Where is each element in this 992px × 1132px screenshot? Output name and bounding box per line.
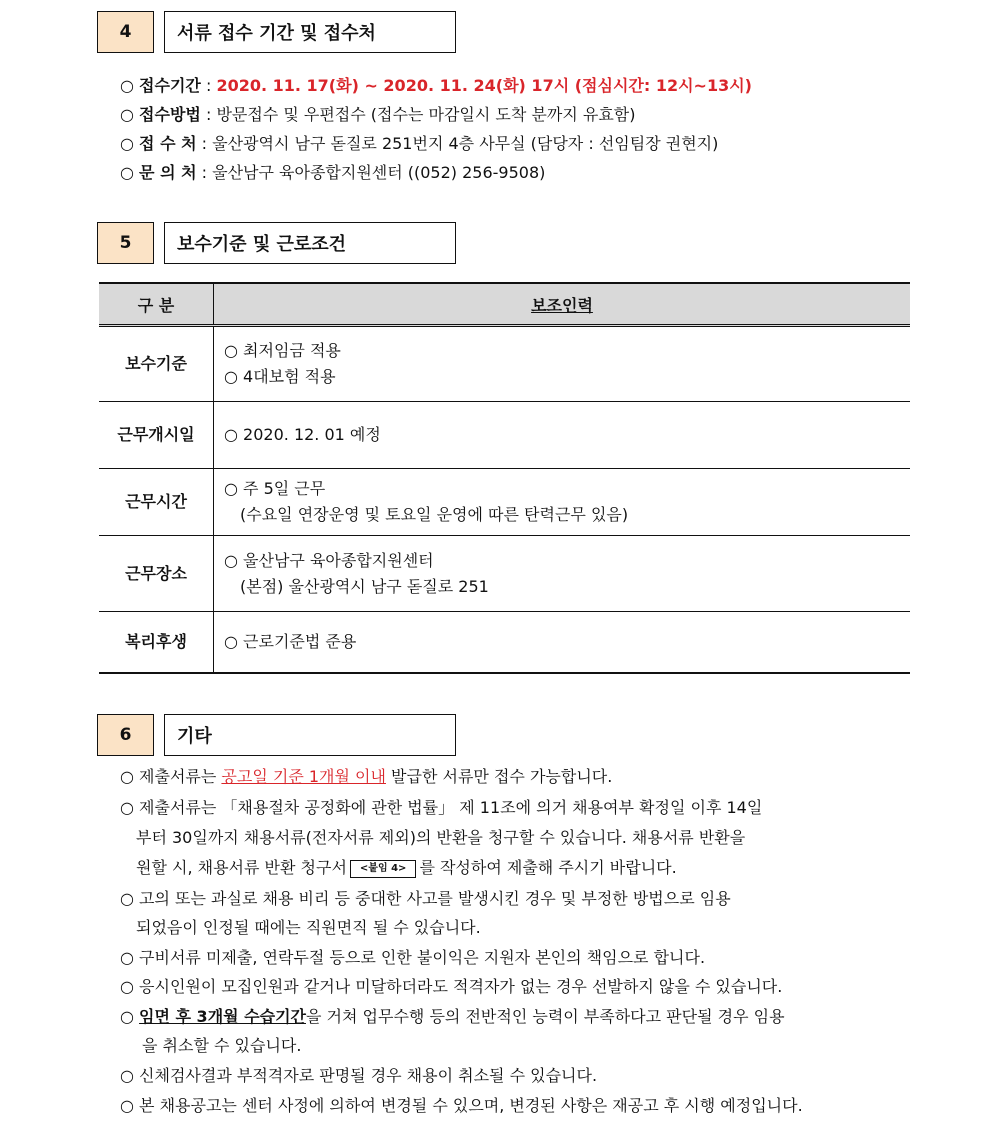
table-row — [99, 326, 910, 402]
list-item: ○ 임면 후 3개월 수습기간을 거쳐 업무수행 등의 전반적인 능력이 부족하다고 판단될 경우 임용 — [120, 1007, 785, 1026]
row-label: 근무장소 — [99, 536, 214, 612]
table-row — [99, 469, 910, 536]
table-row — [99, 536, 910, 612]
attachment-ref-box: <붙임 4> — [350, 860, 417, 878]
list-item-continued: 부터 30일까지 채용서류(전자서류 제외)의 반환을 청구할 수 있습니다. 채용서류 반환을 — [136, 828, 746, 847]
table-row — [99, 612, 910, 673]
item-value: 방문접수 및 우편접수 (접수는 마감일시 도착 분까지 유효함) — [216, 105, 636, 124]
row-label: 근무시간 — [99, 469, 214, 536]
application-method-line: ○ 접수방법 : 방문접수 및 우편접수 (접수는 마감일시 도착 분까지 유효함) — [120, 105, 636, 124]
item-label: 접수기간 — [139, 76, 201, 95]
highlight-text: 공고일 기준 1개월 이내 — [221, 767, 386, 786]
list-item: ○ 신체검사결과 부적격자로 판명될 경우 채용이 취소될 수 있습니다. — [120, 1066, 598, 1085]
section-title: 서류 접수 기간 및 접수처 — [164, 11, 456, 53]
item-label: 문 의 처 — [139, 163, 197, 182]
row-value: ○ 근로기준법 준용 — [214, 612, 911, 673]
list-item-continued: 을 취소할 수 있습니다. — [142, 1036, 302, 1055]
section-5-header — [97, 222, 456, 264]
section-number: 6 — [97, 714, 154, 756]
row-value: ○ 2020. 12. 01 예정 — [214, 402, 911, 469]
item-value: 울산광역시 남구 돋질로 251번지 4층 사무실 (담당자 : 선임팀장 권현지) — [212, 134, 719, 153]
section-4-header — [97, 11, 456, 53]
item-value: 울산남구 육아종합지원센터 ((052) 256-9508) — [212, 163, 546, 182]
list-item: ○ 구비서류 미제출, 연락두절 등으로 인한 불이익은 지원자 본인의 책임으로 합니다. — [120, 948, 706, 967]
row-label: 복리후생 — [99, 612, 214, 673]
item-label: 접수방법 — [139, 105, 201, 124]
row-label: 보수기준 — [99, 326, 214, 402]
item-value: 2020. 11. 17(화) ~ 2020. 11. 24(화) 17시 (점심시간: 12시~13시) — [216, 76, 752, 95]
table-header-row — [99, 283, 910, 326]
row-value: ○ 최저임금 적용 ○ 4대보험 적용 — [214, 326, 911, 402]
list-item: ○ 응시인원이 모집인원과 같거나 미달하더라도 적격자가 없는 경우 선발하지 않을 수 있습니다. — [120, 977, 783, 996]
list-item-continued: 원할 시, 채용서류 반환 청구서 <붙임 4> 를 작성하여 제출해 주시기 바랍니다. — [136, 858, 677, 877]
list-item: ○ 본 채용공고는 센터 사정에 의하여 변경될 수 있으며, 변경된 사항은 재공고 후 시행 예정입니다. — [120, 1096, 803, 1115]
list-item: ○ 제출서류는 공고일 기준 1개월 이내 발급한 서류만 접수 가능합니다. — [120, 767, 613, 786]
list-item: ○ 고의 또는 과실로 채용 비리 등 중대한 사고를 발생시킨 경우 및 부정한 방법으로 임용 — [120, 889, 731, 908]
row-value: ○ 주 5일 근무 (수요일 연장운영 및 토요일 운영에 따른 탄력근무 있음) — [214, 469, 911, 536]
conditions-table — [99, 282, 910, 674]
header-position: 보조인력 — [214, 283, 911, 326]
contact-line: ○ 문 의 처 : 울산남구 육아종합지원센터 ((052) 256-9508) — [120, 163, 546, 182]
application-place-line: ○ 접 수 처 : 울산광역시 남구 돋질로 251번지 4층 사무실 (담당자 : 선임팀장 권현지) — [120, 134, 719, 153]
table-row — [99, 402, 910, 469]
row-value: ○ 울산남구 육아종합지원센터 (본점) 울산광역시 남구 돋질로 251 — [214, 536, 911, 612]
application-period-line: ○ 접수기간 : 2020. 11. 17(화) ~ 2020. 11. 24(화) 17시 (점심시간: 12시~13시) — [120, 76, 752, 95]
section-number: 5 — [97, 222, 154, 264]
row-label: 근무개시일 — [99, 402, 214, 469]
section-number: 4 — [97, 11, 154, 53]
list-item: ○ 제출서류는 「채용절차 공정화에 관한 법률」 제 11조에 의거 채용여부 확정일 이후 14일 — [120, 798, 763, 817]
section-title: 보수기준 및 근로조건 — [164, 222, 456, 264]
probation-text: 임면 후 3개월 수습기간 — [139, 1007, 306, 1026]
section-title: 기타 — [164, 714, 456, 756]
item-label: 접 수 처 — [139, 134, 197, 153]
list-item-continued: 되었음이 인정될 때에는 직원면직 될 수 있습니다. — [136, 918, 481, 937]
section-6-header — [97, 714, 456, 756]
header-category: 구 분 — [99, 283, 214, 326]
